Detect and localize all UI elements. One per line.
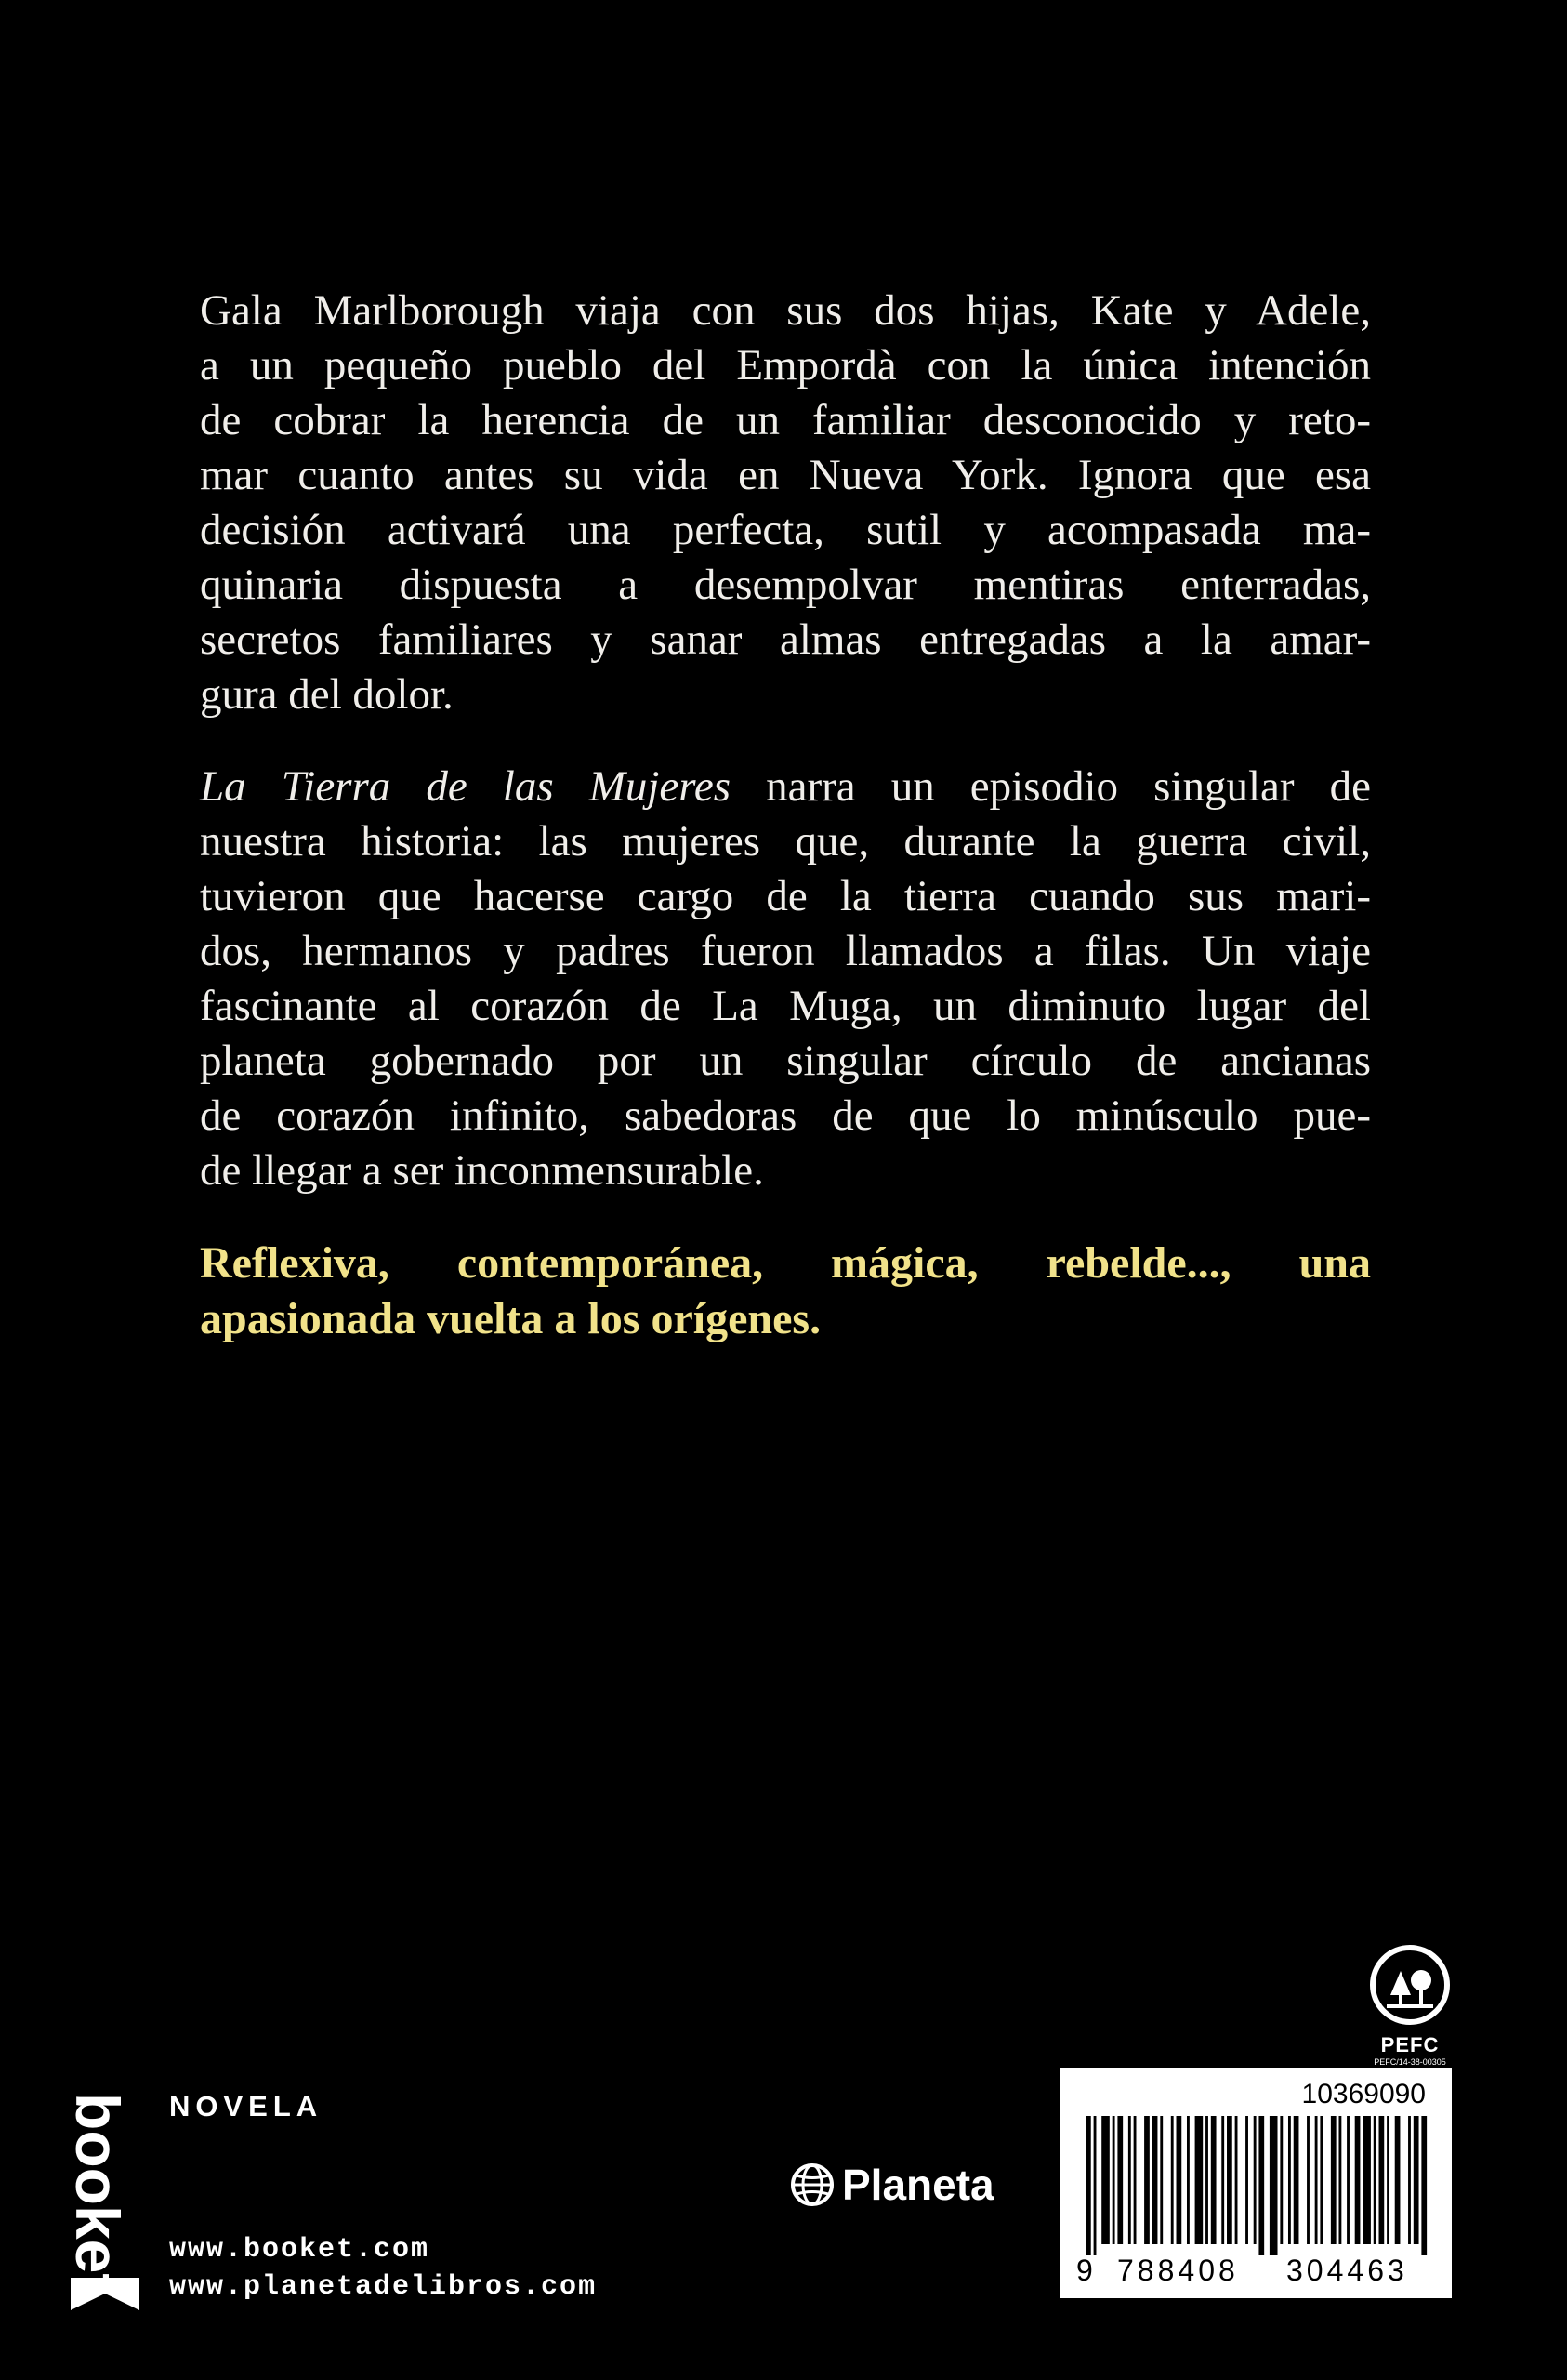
barcode-bar: [1134, 2116, 1137, 2244]
barcode-bar: [1245, 2116, 1248, 2244]
barcode-bar: [1379, 2116, 1385, 2244]
blurb-text: [200, 284, 1371, 1347]
barcode-bar: [1288, 2116, 1291, 2244]
blurb-line: planeta gobernado por un singular círculo de ancianas: [200, 1037, 1371, 1085]
blurb-line: tuvieron que hacerse cargo de la tierra cuando sus mari-: [200, 872, 1371, 920]
barcode-bar: [1113, 2116, 1115, 2244]
pefc-trees-icon: [1368, 1943, 1452, 2027]
barcode-bar: [1374, 2116, 1376, 2244]
barcode-bar: [1160, 2116, 1163, 2244]
isbn-left-group: 788408: [1117, 2254, 1239, 2287]
blurb-line: de llegar a ser inconmensurable.: [200, 1146, 764, 1195]
planeta-logo: [790, 2157, 994, 2213]
barcode-bar: [1117, 2116, 1123, 2244]
barcode-bars: [1086, 2116, 1429, 2255]
pefc-code: PEFC/14-38-00305: [1374, 2057, 1446, 2067]
barcode-bar: [1258, 2116, 1264, 2255]
barcode-bar: [1152, 2116, 1158, 2244]
isbn-barcode: [1060, 2068, 1452, 2298]
blurb-line-first: [200, 760, 1371, 814]
barcode-bar: [1355, 2116, 1361, 2244]
barcode-bar: [1294, 2116, 1299, 2244]
url-booket: www.booket.com: [169, 2234, 430, 2266]
booket-wordmark: booket: [63, 2093, 132, 2294]
url-planetadelibros: www.planetadelibros.com: [169, 2271, 598, 2303]
pefc-label: PEFC: [1380, 2033, 1440, 2056]
tagline-line: apasionada vuelta a los orígenes.: [200, 1294, 822, 1343]
blurb-line: secretos familiares y sanar almas entregadas a la amar-: [200, 615, 1371, 664]
blurb-line: mar cuanto antes su vida en Nueva York. Ignora que esa: [200, 451, 1371, 499]
barcode-bar: [1211, 2116, 1217, 2244]
publisher-urls: [169, 2231, 597, 2306]
blurb-paragraph-2: [200, 760, 1371, 1198]
book-title: La Tierra de las Mujeres: [200, 762, 731, 811]
blurb-line: nuestra historia: las mujeres que, durante la guerra civil,: [200, 817, 1371, 866]
planeta-wordmark: Planeta: [842, 2161, 994, 2209]
blurb-line: a un pequeño pueblo del Empordà con la única intención: [200, 341, 1371, 390]
blurb-line: de cobrar la herencia de un familiar desconocido y reto-: [200, 396, 1371, 444]
internal-code: 10369090: [1301, 2079, 1426, 2109]
tagline: [200, 1236, 1371, 1347]
tagline-line: Reflexiva, contemporánea, mágica, rebelde..., una: [200, 1238, 1371, 1288]
barcode-bar: [1414, 2116, 1419, 2244]
barcode-bar: [1171, 2116, 1174, 2244]
barcode-bar: [1128, 2116, 1131, 2244]
barcode-bar: [1094, 2116, 1097, 2255]
barcode-bar: [1144, 2116, 1150, 2244]
barcode-bar: [1254, 2116, 1257, 2244]
blurb-line: decisión activará una perfecta, sutil y acompasada ma-: [200, 506, 1371, 554]
blurb-line: de corazón infinito, sabedoras de que lo minúsculo pue-: [200, 1091, 1371, 1140]
blurb-line: quinaria dispuesta a desempolvar mentiras enterradas,: [200, 561, 1371, 609]
barcode-bar: [1235, 2116, 1238, 2244]
barcode-bar: [1221, 2116, 1224, 2244]
barcode-bar: [1320, 2116, 1323, 2244]
barcode-bar: [1177, 2116, 1182, 2244]
barcode-bar: [1363, 2116, 1371, 2244]
barcode-bar: [1421, 2116, 1427, 2255]
barcode-bar: [1387, 2116, 1389, 2244]
barcode-bar: [1315, 2116, 1318, 2244]
blurb-paragraph-1: [200, 284, 1371, 722]
barcode-bar: [1331, 2116, 1337, 2244]
barcode-bar: [1101, 2116, 1110, 2244]
barcode-bar: [1086, 2116, 1091, 2255]
blurb-line: dos, hermanos y padres fueron llamados a filas. Un viaje: [200, 927, 1371, 975]
isbn-prefix-digit: 9: [1076, 2254, 1093, 2287]
barcode-bar: [1227, 2116, 1232, 2244]
genre-label: NOVELA: [169, 2090, 323, 2122]
barcode-bar: [1280, 2116, 1283, 2244]
booket-logo: [63, 2087, 147, 2310]
globe-icon: [790, 2162, 835, 2207]
barcode-bar: [1205, 2116, 1208, 2244]
isbn-right-group: 304463: [1286, 2254, 1408, 2287]
barcode-bar: [1270, 2116, 1278, 2255]
barcode-bar: [1338, 2116, 1341, 2244]
barcode-bar: [1347, 2116, 1350, 2244]
blurb-line: fascinante al corazón de La Muga, un diminuto lugar del: [200, 982, 1371, 1030]
barcode-bar: [1408, 2116, 1411, 2244]
barcode-bar: [1187, 2116, 1190, 2244]
booket-logo-mark: [63, 2087, 147, 2310]
barcode-bar: [1307, 2116, 1310, 2244]
blurb-line: Gala Marlborough viaja con sus dos hijas, Kate y Adele,: [200, 286, 1371, 335]
barcode-bar: [1195, 2116, 1204, 2244]
pefc-certification: [1364, 1943, 1455, 2067]
blurb-line-rest: narra un episodio singular de: [731, 762, 1371, 811]
blurb-line: gura del dolor.: [200, 670, 454, 719]
barcode-bar: [1395, 2116, 1401, 2244]
